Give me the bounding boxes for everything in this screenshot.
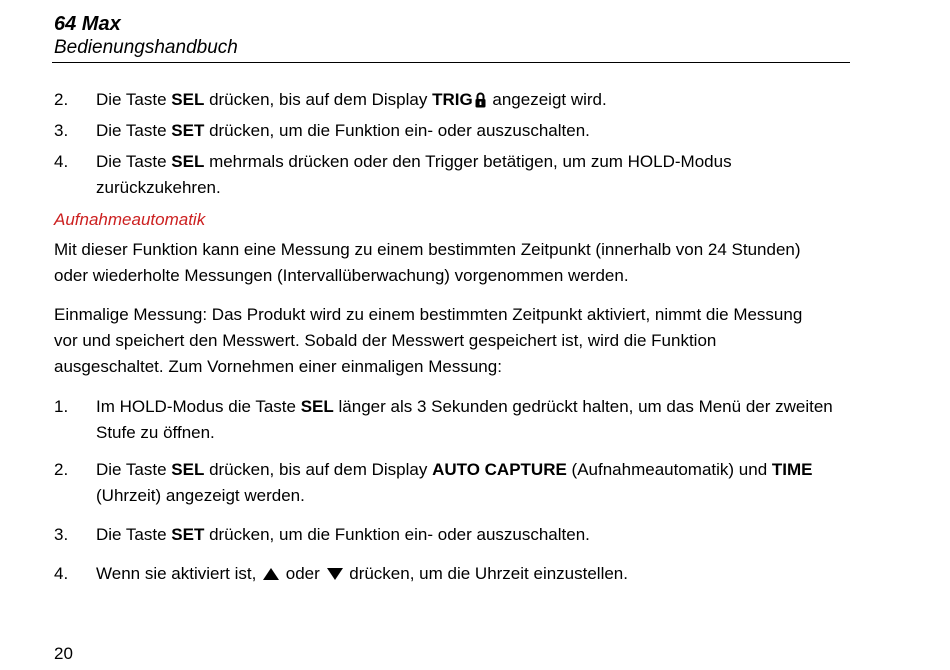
lock-icon <box>475 92 486 108</box>
step-number: 3. <box>54 121 69 140</box>
document-title: 64 Max <box>54 13 121 35</box>
display-trig: TRIG <box>432 90 473 109</box>
step-text: Die Taste SET drücken, um die Funktion ein- oder auszuschalten. <box>96 525 590 544</box>
step-number: 1. <box>54 397 69 416</box>
display-time: TIME <box>771 460 813 479</box>
step-text: Wenn sie aktiviert ist, oder drücken, um die Uhrzeit einzustellen. <box>96 564 628 583</box>
key-set: SET <box>171 121 205 140</box>
step-number: 2. <box>54 460 69 479</box>
step-text: Die Taste SEL drücken, bis auf dem Display TRIG angezeigt wird. <box>96 90 607 109</box>
step-b-1 <box>54 394 856 446</box>
header-rule <box>52 62 850 63</box>
step-a-4 <box>54 149 856 201</box>
page-number: 20 <box>54 644 73 663</box>
key-sel: SEL <box>171 152 205 171</box>
document-subtitle: Bedienungshandbuch <box>54 37 238 58</box>
key-sel: SEL <box>171 90 205 109</box>
step-text: Die Taste SEL mehrmals drücken oder den Trigger betätigen, um zum HOLD-Modus zurückzukehren. <box>96 152 732 197</box>
step-a-2 <box>54 87 856 113</box>
step-b-3 <box>54 522 856 548</box>
paragraph-intro: Mit dieser Funktion kann eine Messung zu einem bestimmten Zeitpunkt (innerhalb von 24 Stunden) oder wiederholte Messungen (Intervallüberwachung) vorgenommen werden. <box>54 240 801 285</box>
step-text: Im HOLD-Modus die Taste SEL länger als 3 Sekunden gedrückt halten, um das Menü der zweiten Stufe zu öffnen. <box>96 397 833 442</box>
step-number: 3. <box>54 525 69 544</box>
step-b-2 <box>54 457 856 509</box>
key-sel: SEL <box>300 397 334 416</box>
key-set: SET <box>171 525 205 544</box>
step-text: Die Taste SEL drücken, bis auf dem Display AUTO CAPTURE (Aufnahmeautomatik) und TIME (Uhrzeit) angezeigt werden. <box>96 460 813 505</box>
step-text: Die Taste SET drücken, um die Funktion ein- oder auszuschalten. <box>96 121 590 140</box>
page-header <box>54 12 238 60</box>
key-sel: SEL <box>171 460 205 479</box>
step-number: 4. <box>54 152 69 171</box>
down-arrow-icon <box>327 568 343 580</box>
step-a-3 <box>54 118 856 144</box>
step-number: 4. <box>54 564 69 583</box>
step-b-4 <box>54 561 856 587</box>
paragraph-single-measurement: Einmalige Messung: Das Produkt wird zu einem bestimmten Zeitpunkt aktiviert, nimmt die Messung vor und speichert den Messwert. Sobald der Messwert gespeichert ist, wird die Funktion ausgeschaltet. Zum Vornehmen einer einmaligen Messung: <box>54 305 803 376</box>
step-number: 2. <box>54 90 69 109</box>
display-auto-capture: AUTO CAPTURE <box>432 460 567 479</box>
section-heading: Aufnahmeautomatik <box>54 210 206 229</box>
up-arrow-icon <box>263 568 279 580</box>
